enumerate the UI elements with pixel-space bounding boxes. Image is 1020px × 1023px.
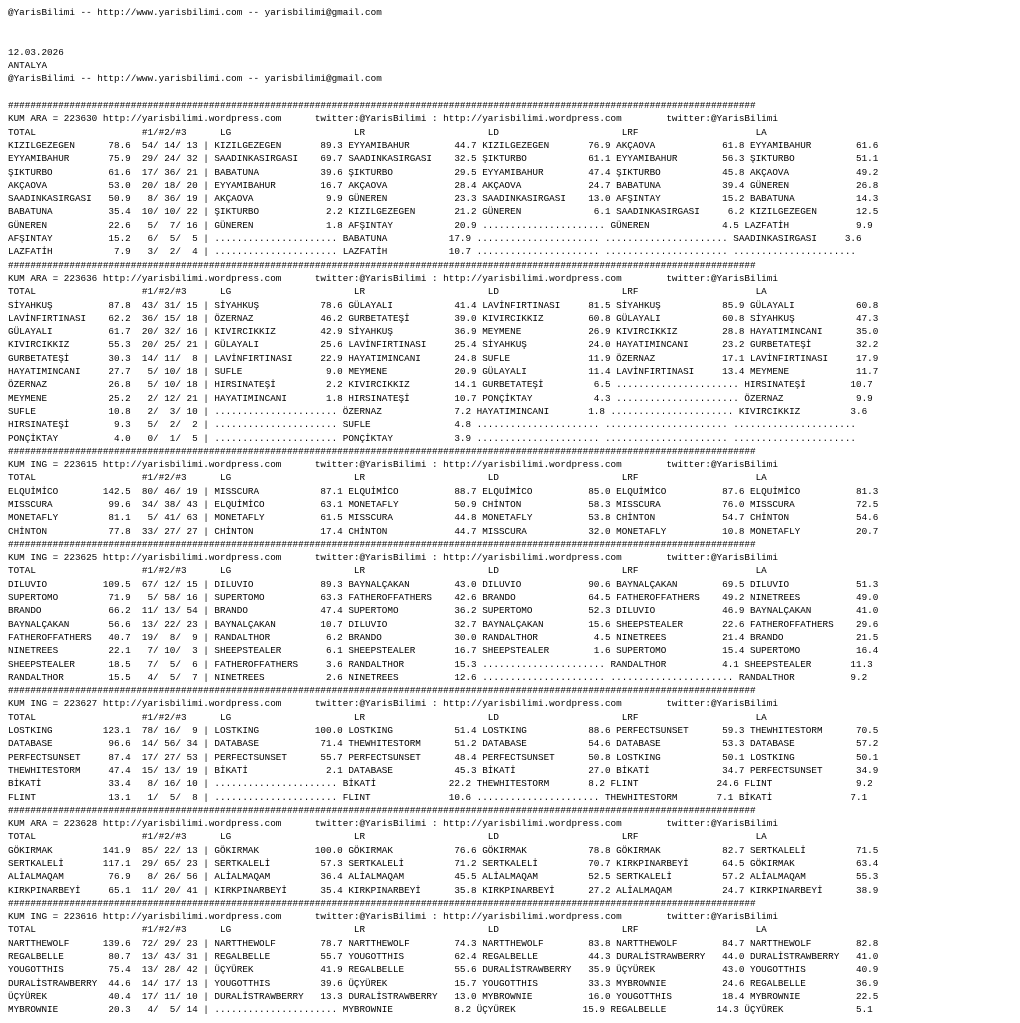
column-header: TOTAL #1/#2/#3 LG LR LD LRF LA — [8, 711, 767, 723]
horse-row: ALİALMAQAM 76.9 8/ 26/ 56 | ALİALMAQAM 36.4 ALİALMAQAM 45.5 ALİALMAQAM 52.5 SERTKALELİ 57.2 ALİALMAQAM 55.3 — [8, 871, 879, 883]
separator-line: ###################################################################################################################################### — [8, 685, 756, 697]
horse-row: KIVIRCIKKIZ 55.3 20/ 25/ 21 | GÜLAYALI 25.6 LAVİNFIRTINASI 25.4 SİYAHKUŞ 24.0 HAYATIMINCANI 23.2 GURBETATEŞİ 32.2 — [8, 339, 879, 351]
race-title: KUM ING = 223616 http://yarisbilimi.wordpress.com twitter:@YarisBilimi : http://yarisbilimi.wordpress.com twitter:@YarisBilimi — [8, 911, 778, 923]
separator-line: ###################################################################################################################################### — [8, 538, 756, 550]
site-line: @YarisBilimi -- http://www.yarisbilimi.com -- yarisbilimi@gmail.com — [8, 7, 382, 18]
horse-row: SİYAHKUŞ 87.8 43/ 31/ 15 | SİYAHKUŞ 78.6 GÜLAYALI 41.4 LAVİNFIRTINASI 81.5 SİYAHKUŞ 85.9 GÜLAYALI 60.8 — [8, 299, 879, 311]
horse-row: YOUGOTTHIS 75.4 13/ 28/ 42 | ÜÇYÜREK 41.9 REGALBELLE 55.6 DURALİSTRAWBERRY 35.9 ÜÇYÜREK 43.0 YOUGOTTHIS 40.9 — [8, 964, 879, 976]
horse-row: PONÇİKTAY 4.0 0/ 1/ 5 | ...................... PONÇİKTAY 3.9 ...................... ...................... ...................... — [8, 432, 857, 444]
horse-row: FLINT 13.1 1/ 5/ 8 | ...................... FLINT 10.6 ...................... THEWHITESTORM 7.1 BİKATİ 7.1 — [8, 791, 868, 803]
horse-row: MEYMENE 25.2 2/ 12/ 21 | HAYATIMINCANI 1.8 HIRSINATEŞİ 10.7 PONÇİKTAY 4.3 ...................... ÖZERNAZ 9.9 — [8, 392, 873, 404]
horse-row: CHİNTON 77.8 33/ 27/ 27 | CHİNTON 17.4 CHİNTON 44.7 MISSCURA 32.0 MONETAFLY 10.8 MONETAFLY 20.7 — [8, 525, 879, 537]
horse-row: SERTKALELİ 117.1 29/ 65/ 23 | SERTKALELİ 57.3 SERTKALELİ 71.2 SERTKALELİ 70.7 KIRKPINARBEYİ 64.5 GÖKIRMAK 63.4 — [8, 858, 879, 869]
horse-row: HAYATIMINCANI 27.7 5/ 10/ 18 | SUFLE 9.0 MEYMENE 20.9 GÜLAYALI 11.4 LAVİNFIRTINASI 13.4 MEYMENE 11.7 — [8, 366, 879, 378]
horse-row: BAYNALÇAKAN 56.6 13/ 22/ 23 | BAYNALÇAKAN 10.7 DILUVIO 32.7 BAYNALÇAKAN 15.6 SHEEPSTEALER 22.6 FATHEROFFATHERS 29.6 — [8, 618, 879, 630]
race-block — [8, 538, 1020, 684]
horse-row: GÖKIRMAK 141.9 85/ 22/ 13 | GÖKIRMAK 100.0 GÖKIRMAK 76.6 GÖKIRMAK 78.8 GÖKIRMAK 82.7 SERTKALELİ 71.5 — [8, 844, 879, 856]
horse-row: GÜNEREN 22.6 5/ 7/ 16 | GÜNEREN 1.8 AFŞINTAY 20.9 ...................... GÜNEREN 4.5 LAZFATİH 9.9 — [8, 219, 873, 231]
race-title: KUM ARA = 223628 http://yarisbilimi.wordpress.com twitter:@YarisBilimi : http://yarisbilimi.wordpress.com twitter:@YarisBilimi — [8, 818, 778, 830]
race-title: KUM ING = 223625 http://yarisbilimi.wordpress.com twitter:@YarisBilimi : http://yarisbilimi.wordpress.com twitter:@YarisBilimi — [8, 552, 778, 564]
horse-row: DURALİSTRAWBERRY 44.6 14/ 17/ 13 | YOUGOTTHIS 39.6 ÜÇYÜREK 15.7 YOUGOTTHIS 33.3 MYBROWNIE 24.6 REGALBELLE 36.9 — [8, 977, 879, 989]
horse-row: KIRKPINARBEYİ 65.1 11/ 20/ 41 | KIRKPINARBEYİ 35.4 KIRKPINARBEYİ 35.8 KIRKPINARBEYİ 27.2 ALİALMAQAM 24.7 KIRKPINARBEYİ 38.9 — [8, 884, 879, 896]
horse-row: THEWHITESTORM 47.4 15/ 13/ 19 | BİKATİ 2.1 DATABASE 45.3 BİKATİ 27.0 BİKATİ 34.7 PERFECTSUNSET 34.9 — [8, 764, 879, 776]
horse-row: AFŞINTAY 15.2 6/ 5/ 5 | ...................... BABATUNA 17.9 ...................... ...................... SAADINKASIRGASI 3.6 — [8, 233, 862, 245]
race-block — [8, 259, 1020, 445]
horse-row: LOSTKING 123.1 78/ 16/ 9 | LOSTKING 100.0 LOSTKING 51.4 LOSTKING 88.6 PERFECTSUNSET 59.3 THEWHITESTORM 70.5 — [8, 725, 879, 737]
blank-line — [8, 86, 1020, 99]
horse-row: BABATUNA 35.4 10/ 10/ 22 | ŞIKTURBO 2.2 KIZILGEZEGEN 21.2 GÜNEREN 6.1 SAADINKASIRGASI 6.2 KIZILGEZEGEN 12.5 — [8, 206, 879, 218]
blank-line — [8, 33, 1020, 46]
race-block — [8, 445, 1020, 538]
horse-row: KIZILGEZEGEN 78.6 54/ 14/ 13 | KIZILGEZEGEN 89.3 EYYAMIBAHUR 44.7 KIZILGEZEGEN 76.9 AKÇAOVA 61.8 EYYAMIBAHUR 61.6 — [8, 139, 879, 151]
horse-row: LAZFATİH 7.9 3/ 2/ 4 | ...................... LAZFATİH 10.7 ...................... ...................... ...................... — [8, 246, 857, 258]
column-header: TOTAL #1/#2/#3 LG LR LD LRF LA — [8, 472, 767, 484]
separator-line: ###################################################################################################################################### — [8, 445, 756, 457]
horse-row: BİKATİ 33.4 8/ 16/ 10 | ...................... BİKATİ 22.2 THEWHITESTORM 8.2 FLINT 24.6 FLINT 9.2 — [8, 778, 873, 790]
race-block — [8, 684, 1020, 804]
horse-row: NINETREES 22.1 7/ 10/ 3 | SHEEPSTEALER 6.1 SHEEPSTEALER 16.7 SHEEPSTEALER 1.6 SUPERTOMO 15.4 SUPERTOMO 16.4 — [8, 645, 879, 657]
horse-row: MYBROWNIE 20.3 4/ 5/ 14 | ...................... MYBROWNIE 8.2 ÜÇYÜREK 15.9 REGALBELLE 14.3 ÜÇYÜREK 5.1 — [8, 1004, 873, 1016]
race-block — [8, 897, 1020, 1017]
horse-row: SUPERTOMO 71.9 5/ 58/ 16 | SUPERTOMO 63.3 FATHEROFFATHERS 42.6 BRANDO 64.5 FATHEROFFATHERS 49.2 NINETREES 49.0 — [8, 592, 879, 604]
race-block — [8, 99, 1020, 259]
horse-row: MISSCURA 99.6 34/ 38/ 43 | ELQUİMİCO 63.1 MONETAFLY 50.9 CHİNTON 58.3 MISSCURA 76.0 MISSCURA 72.5 — [8, 498, 879, 510]
horse-row: BRANDO 66.2 11/ 13/ 54 | BRANDO 47.4 SUPERTOMO 36.2 SUPERTOMO 52.3 DILUVIO 46.9 BAYNALÇAKAN 41.0 — [8, 605, 879, 617]
column-header: TOTAL #1/#2/#3 LG LR LD LRF LA — [8, 286, 767, 298]
horse-row: ÖZERNAZ 26.8 5/ 10/ 18 | HIRSINATEŞİ 2.2 KIVIRCIKKIZ 14.1 GURBETATEŞİ 6.5 ...................... HIRSINATEŞİ 10.7 — [8, 379, 873, 391]
horse-row: FATHEROFFATHERS 40.7 19/ 8/ 9 | RANDALTHOR 6.2 BRANDO 30.0 RANDALTHOR 4.5 NINETREES 21.4 BRANDO 21.5 — [8, 631, 879, 643]
race-blocks — [8, 99, 1020, 1016]
horse-row: GURBETATEŞİ 30.3 14/ 11/ 8 | LAVİNFIRTINASI 22.9 HAYATIMINCANI 24.8 SUFLE 11.9 ÖZERNAZ 17.1 LAVİNFIRTINASI 17.9 — [8, 352, 879, 364]
horse-row: MONETAFLY 81.1 5/ 41/ 63 | MONETAFLY 61.5 MISSCURA 44.8 MONETAFLY 53.8 CHİNTON 54.7 CHİNTON 54.6 — [8, 512, 879, 524]
horse-row: NARTTHEWOLF 139.6 72/ 29/ 23 | NARTTHEWOLF 78.7 NARTTHEWOLF 74.3 NARTTHEWOLF 83.8 NARTTHEWOLF 84.7 NARTTHEWOLF 82.8 — [8, 937, 879, 949]
column-header: TOTAL #1/#2/#3 LG LR LD LRF LA — [8, 924, 767, 936]
horse-row: EYYAMIBAHUR 75.9 29/ 24/ 32 | SAADINKASIRGASI 69.7 SAADINKASIRGASI 32.5 ŞIKTURBO 61.1 EYYAMIBAHUR 56.3 ŞIKTURBO 51.1 — [8, 153, 879, 165]
column-header: TOTAL #1/#2/#3 LG LR LD LRF LA — [8, 831, 767, 843]
blank-line — [8, 19, 1020, 32]
separator-line: ###################################################################################################################################### — [8, 100, 756, 112]
horse-row: PERFECTSUNSET 87.4 17/ 27/ 53 | PERFECTSUNSET 55.7 PERFECTSUNSET 48.4 PERFECTSUNSET 50.8 LOSTKING 50.1 LOSTKING 50.1 — [8, 751, 879, 763]
horse-row: LAVİNFIRTINASI 62.2 36/ 15/ 18 | ÖZERNAZ 46.2 GURBETATEŞİ 39.0 KIVIRCIKKIZ 60.8 GÜLAYALI 60.8 SİYAHKUŞ 47.3 — [8, 312, 879, 324]
separator-line: ###################################################################################################################################### — [8, 897, 756, 909]
horse-row: ELQUİMİCO 142.5 80/ 46/ 19 | MISSCURA 87.1 ELQUİMİCO 88.7 ELQUİMİCO 85.0 ELQUİMİCO 87.6 ELQUİMİCO 81.3 — [8, 485, 879, 497]
horse-row: AKÇAOVA 53.0 20/ 18/ 20 | EYYAMIBAHUR 16.7 AKÇAOVA 28.4 AKÇAOVA 24.7 BABATUNA 39.4 GÜNEREN 26.8 — [8, 179, 879, 191]
separator-line: ###################################################################################################################################### — [8, 259, 756, 271]
horse-row: SUFLE 10.8 2/ 3/ 10 | ...................... ÖZERNAZ 7.2 HAYATIMINCANI 1.8 ...................... KIVIRCIKKIZ 3.6 — [8, 405, 868, 417]
column-header: TOTAL #1/#2/#3 LG LR LD LRF LA — [8, 126, 767, 138]
horse-row: ÜÇYÜREK 40.4 17/ 11/ 10 | DURALİSTRAWBERRY 13.3 DURALİSTRAWBERRY 13.0 MYBROWNIE 16.0 YOUGOTTHIS 18.4 MYBROWNIE 22.5 — [8, 990, 879, 1002]
horse-row: REGALBELLE 80.7 13/ 43/ 31 | REGALBELLE 55.7 YOUGOTTHIS 62.4 REGALBELLE 44.3 DURALİSTRAWBERRY 44.0 DURALİSTRAWBERRY 41.0 — [8, 951, 879, 963]
race-title: KUM ING = 223627 http://yarisbilimi.wordpress.com twitter:@YarisBilimi : http://yarisbilimi.wordpress.com twitter:@YarisBilimi — [8, 698, 778, 710]
horse-row: RANDALTHOR 15.5 4/ 5/ 7 | NINETREES 2.6 NINETREES 12.6 ...................... ...................... RANDALTHOR 9.2 — [8, 671, 868, 683]
race-title: KUM ARA = 223630 http://yarisbilimi.wordpress.com twitter:@YarisBilimi : http://yarisbilimi.wordpress.com twitter:@YarisBilimi — [8, 113, 778, 125]
site-line: @YarisBilimi -- http://www.yarisbilimi.com -- yarisbilimi@gmail.com — [8, 73, 382, 85]
horse-row: SHEEPSTEALER 18.5 7/ 5/ 6 | FATHEROFFATHERS 3.6 RANDALTHOR 15.3 ...................... RANDALTHOR 4.1 SHEEPSTEALER 11.3 — [8, 658, 873, 670]
separator-line: ###################################################################################################################################### — [8, 804, 756, 816]
horse-row: GÜLAYALI 61.7 20/ 32/ 16 | KIVIRCIKKIZ 42.9 SİYAHKUŞ 36.9 MEYMENE 26.9 KIVIRCIKKIZ 28.8 HAYATIMINCANI 35.0 — [8, 326, 879, 338]
column-header: TOTAL #1/#2/#3 LG LR LD LRF LA — [8, 565, 767, 577]
race-title: KUM ING = 223615 http://yarisbilimi.wordpress.com twitter:@YarisBilimi : http://yarisbilimi.wordpress.com twitter:@YarisBilimi — [8, 459, 778, 471]
horse-row: SAADINKASIRGASI 50.9 8/ 36/ 19 | AKÇAOVA 9.9 GÜNEREN 23.3 SAADINKASIRGASI 13.0 AFŞINTAY 15.2 BABATUNA 14.3 — [8, 193, 879, 205]
horse-row: ŞIKTURBO 61.6 17/ 36/ 21 | BABATUNA 39.6 ŞIKTURBO 29.5 EYYAMIBAHUR 47.4 ŞIKTURBO 45.8 AKÇAOVA 49.2 — [8, 166, 879, 178]
report-date: 12.03.2026 — [8, 46, 64, 58]
report-city: ANTALYA — [8, 60, 48, 72]
race-title: KUM ARA = 223636 http://yarisbilimi.wordpress.com twitter:@YarisBilimi : http://yarisbilimi.wordpress.com twitter:@YarisBilimi — [8, 272, 778, 284]
horse-row: DILUVIO 109.5 67/ 12/ 15 | DILUVIO 89.3 BAYNALÇAKAN 43.0 DILUVIO 90.6 BAYNALÇAKAN 69.5 DILUVIO 51.3 — [8, 578, 879, 590]
horse-row: HIRSINATEŞİ 9.3 5/ 2/ 2 | ...................... SUFLE 4.8 ...................... ...................... ...................... — [8, 419, 857, 431]
race-block — [8, 804, 1020, 897]
horse-row: DATABASE 96.6 14/ 56/ 34 | DATABASE 71.4 THEWHITESTORM 51.2 DATABASE 54.6 DATABASE 53.3 DATABASE 57.2 — [8, 738, 879, 750]
